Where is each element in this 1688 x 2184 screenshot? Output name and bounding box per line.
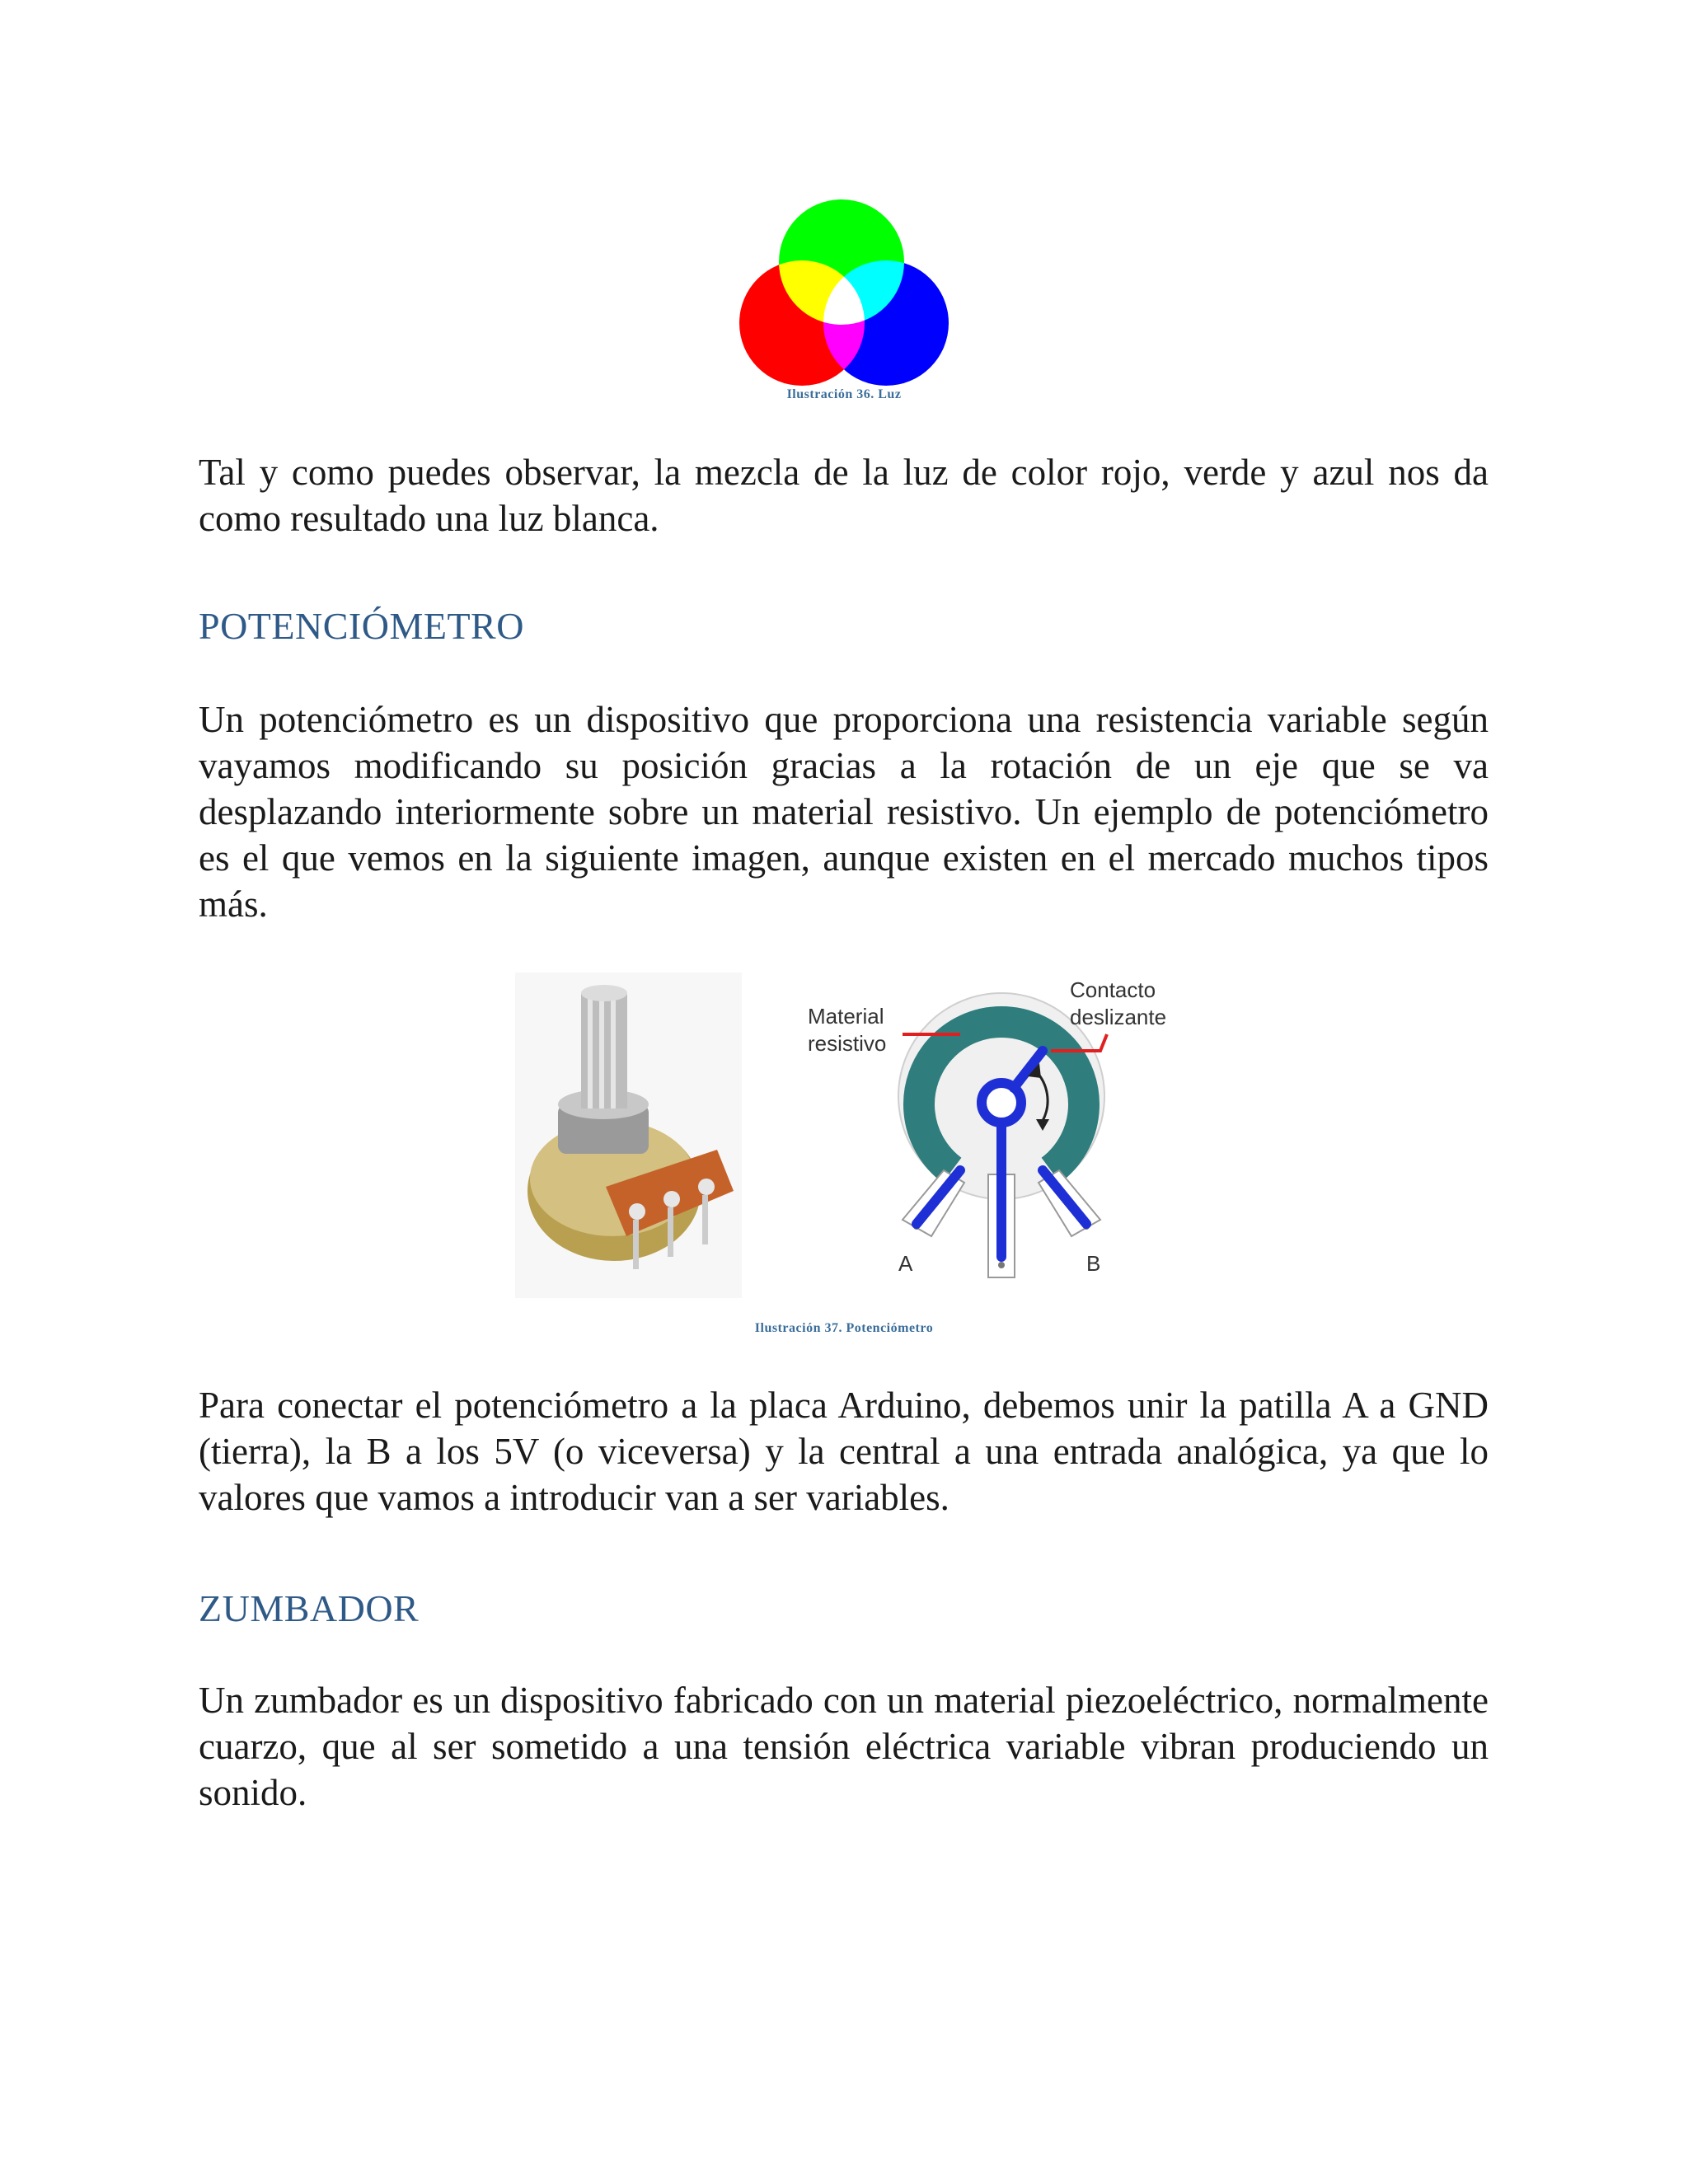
label-pin-b: B: [1086, 1251, 1101, 1276]
potentiometer-figure: [515, 972, 1187, 1306]
label-pin-a: A: [898, 1251, 913, 1276]
potentiometer-image: [515, 972, 1187, 1306]
rgb-light-mixing-figure: [736, 198, 952, 389]
paragraph-arduino-connection: Para conectar el potenciómetro a la placa Arduino, debemos unir la patilla A a GND (tierra), la B a los 5V (o viceversa) y la central a una entrada analógica, ya que lo valores que vamos a introducir van a ser variables.: [199, 1385, 1489, 1518]
blue-circle: [823, 260, 949, 386]
figure-caption-light: Ilustración 36. Luz: [786, 387, 902, 401]
potentiometer-photo: [515, 972, 742, 1298]
label-material-line2: resistivo: [808, 1031, 887, 1056]
rgb-circles-image: [736, 198, 952, 389]
paragraph-potentiometer: Un potenciómetro es un dispositivo que proporciona una resistencia variable según vayamos modificando su posición gracias a la rotación de un eje que se va desplazando interiormente sobre un material resistivo. Un ejemplo de potenciómetro es el que vemos en la siguiente imagen, aunque existen en el mercado muchos tipos más.: [199, 699, 1489, 925]
label-material-line1: Material: [808, 1004, 884, 1029]
heading-potentiometer: POTENCIÓMETRO: [199, 605, 524, 647]
label-contact-line1: Contacto: [1070, 977, 1156, 1002]
paragraph-buzzer: Un zumbador es un dispositivo fabricado con un material piezoeléctrico, normalmente cuarzo, que al ser sometido a una tensión eléctrica variable vibran produciendo un sonido.: [199, 1680, 1489, 1813]
paragraph-light-mixing: Tal y como puedes observar, la mezcla de la luz de color rojo, verde y azul nos da como resultado una luz blanca.: [199, 452, 1489, 539]
heading-buzzer: ZUMBADOR: [199, 1587, 420, 1629]
figure-caption-potentiometer: Ilustración 37. Potenciómetro: [754, 1321, 934, 1335]
label-contact-line2: deslizante: [1070, 1005, 1167, 1029]
potentiometer-diagram: [808, 977, 1166, 1277]
